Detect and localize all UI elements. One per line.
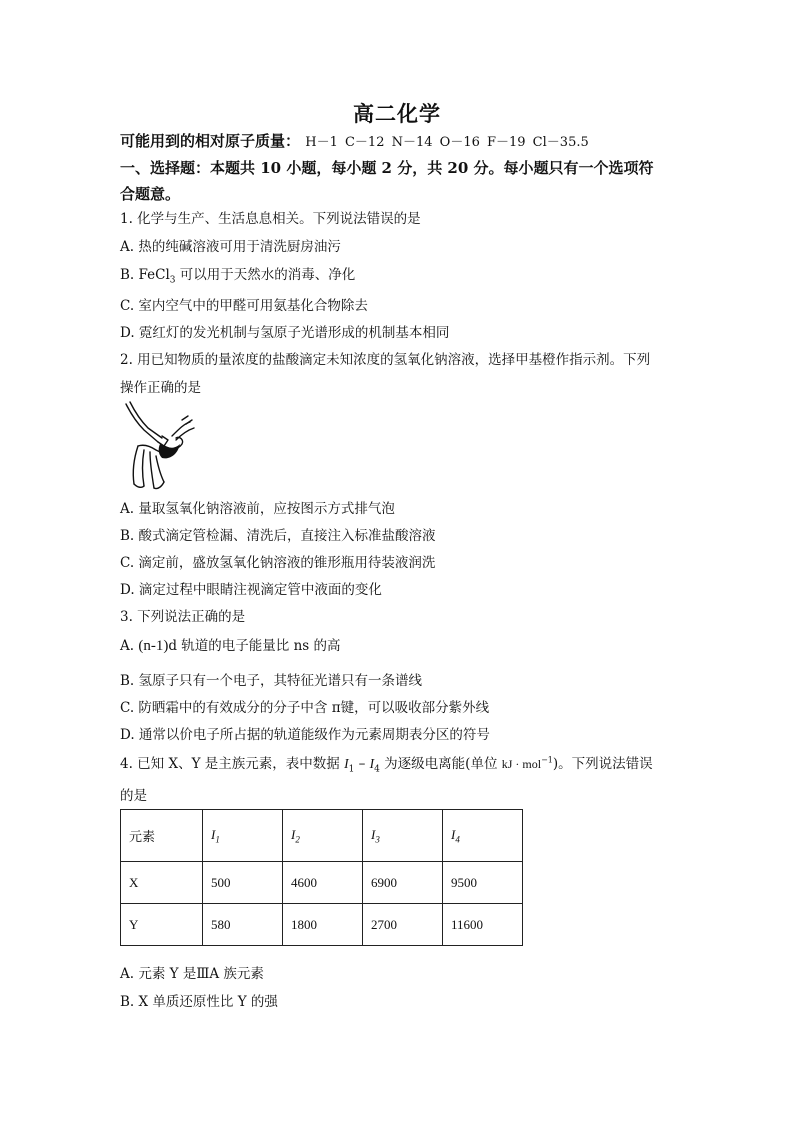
header-i4: $I_4$ bbox=[451, 826, 460, 845]
ionization-energy-table bbox=[120, 809, 523, 946]
header-i1: $I_1$ bbox=[211, 826, 220, 845]
table-header-cell bbox=[203, 810, 283, 862]
q3-option-c: C. 防晒霜中的有效成分的分子中含 π键，可以吸收部分紫外线 bbox=[120, 700, 490, 716]
q4-stem-i1-sub: 1 bbox=[348, 764, 355, 775]
q1-option-b-suffix: 可以用于天然水的消毒、净化 bbox=[175, 267, 356, 283]
q4-stem-i1: I bbox=[344, 756, 349, 771]
table-cell: 1800 bbox=[283, 904, 363, 946]
q2-option-a: A. 量取氢氧化钠溶液前，应按图示方式排气泡 bbox=[120, 501, 395, 517]
q3-option-b: B. 氢原子只有一个电子，其特征光谱只有一条谱线 bbox=[120, 673, 423, 689]
q4-stem-prefix: 4. 已知 X、Y 是主族元素，表中数据 bbox=[120, 756, 345, 772]
table-header-cell bbox=[283, 810, 363, 862]
table-cell: 9500 bbox=[443, 862, 523, 904]
q1-option-b-prefix: B. FeCl bbox=[120, 267, 170, 283]
table-header-cell: 元素 bbox=[121, 810, 203, 862]
q4-stem-line1 bbox=[120, 752, 653, 775]
q1-option-b-sub: 3 bbox=[169, 275, 176, 286]
atomic-masses-values: H－1 C－12 N－14 O－16 F－19 Cl－35.5 bbox=[305, 135, 589, 150]
header-subscript: 4 bbox=[455, 834, 460, 845]
q4-stem-dash: – bbox=[354, 756, 370, 772]
q2-option-c: C. 滴定前，盛放氢氧化钠溶液的锥形瓶用待装液润洗 bbox=[120, 555, 436, 571]
table-cell: 2700 bbox=[363, 904, 443, 946]
table-cell: X bbox=[121, 862, 203, 904]
table-cell: 4600 bbox=[283, 862, 363, 904]
q2-stem-line1: 2. 用已知物质的量浓度的盐酸滴定未知浓度的氢氧化钠溶液，选择甲基橙作指示剂。下列 bbox=[120, 352, 651, 368]
q3-option-a-suffix: d 轨道的电子能量比 ns 的高 bbox=[168, 638, 341, 654]
q1-option-c: C. 室内空气中的甲醛可用氨基化合物除去 bbox=[120, 298, 368, 314]
q1-option-d: D. 霓红灯的发光机制与氢原子光谱形成的机制基本相同 bbox=[120, 325, 450, 341]
q4-stem-suffix: )。下列说法错误 bbox=[552, 756, 653, 772]
table-header-row bbox=[121, 810, 523, 862]
burette-tip-hand-icon bbox=[120, 400, 200, 492]
q4-stem-i4-sub: 4 bbox=[374, 764, 380, 775]
header-subscript: 3 bbox=[375, 834, 380, 845]
table-cell: 11600 bbox=[443, 904, 523, 946]
q4-stem-line2: 的是 bbox=[120, 788, 147, 804]
q4-option-a: A. 元素 Y 是ⅢA 族元素 bbox=[120, 966, 264, 982]
atomic-masses-label: 可能用到的相对原子质量： bbox=[120, 132, 301, 150]
table-header-cell bbox=[363, 810, 443, 862]
q1-option-a: A. 热的纯碱溶液可用于清洗厨房油污 bbox=[120, 239, 341, 255]
header-i2: $I_2$ bbox=[291, 826, 300, 845]
section-heading-line1: 一、选择题：本题共 10 小题，每小题 2 分，共 20 分。每小题只有一个选项符 bbox=[120, 159, 654, 177]
q4-option-b: B. X 单质还原性比 Y 的强 bbox=[120, 994, 278, 1010]
q3-option-a-paren: (n-1) bbox=[138, 638, 169, 654]
header-i3: $I_3$ bbox=[371, 826, 380, 845]
q2-option-b: B. 酸式滴定管检漏、清洗后，直接注入标准盐酸溶液 bbox=[120, 528, 436, 544]
table-cell: Y bbox=[121, 904, 203, 946]
q3-option-d: D. 通常以价电子所占据的轨道能级作为元素周期表分区的符号 bbox=[120, 727, 490, 743]
table-cell: 6900 bbox=[363, 862, 443, 904]
q4-stem-mid: 为逐级电离能(单位 bbox=[379, 756, 502, 772]
q3-option-a bbox=[120, 634, 340, 655]
q1-option-b bbox=[120, 263, 355, 286]
table-cell: 500 bbox=[203, 862, 283, 904]
header-subscript: 2 bbox=[295, 834, 300, 845]
header-subscript: 1 bbox=[215, 834, 220, 845]
q3-stem: 3. 下列说法正确的是 bbox=[120, 609, 246, 625]
section-heading-line2: 合题意。 bbox=[120, 185, 181, 203]
table-header-cell bbox=[443, 810, 523, 862]
q4-stem-unit-sup: −1 bbox=[541, 755, 553, 765]
q4-stem-i4: I bbox=[369, 756, 375, 771]
q2-option-d: D. 滴定过程中眼睛注视滴定管中液面的变化 bbox=[120, 582, 382, 598]
q1-stem: 1. 化学与生产、生活息息相关。下列说法错误的是 bbox=[120, 211, 421, 227]
table-row bbox=[121, 904, 523, 946]
q3-option-a-prefix: A. bbox=[120, 638, 139, 654]
q4-stem-unit: kJ · mol bbox=[501, 757, 542, 771]
atomic-masses-line bbox=[120, 130, 589, 151]
table-row bbox=[121, 862, 523, 904]
page-title: 高二化学 bbox=[353, 101, 441, 126]
table-cell: 580 bbox=[203, 904, 283, 946]
q2-stem-line2: 操作正确的是 bbox=[120, 380, 201, 396]
